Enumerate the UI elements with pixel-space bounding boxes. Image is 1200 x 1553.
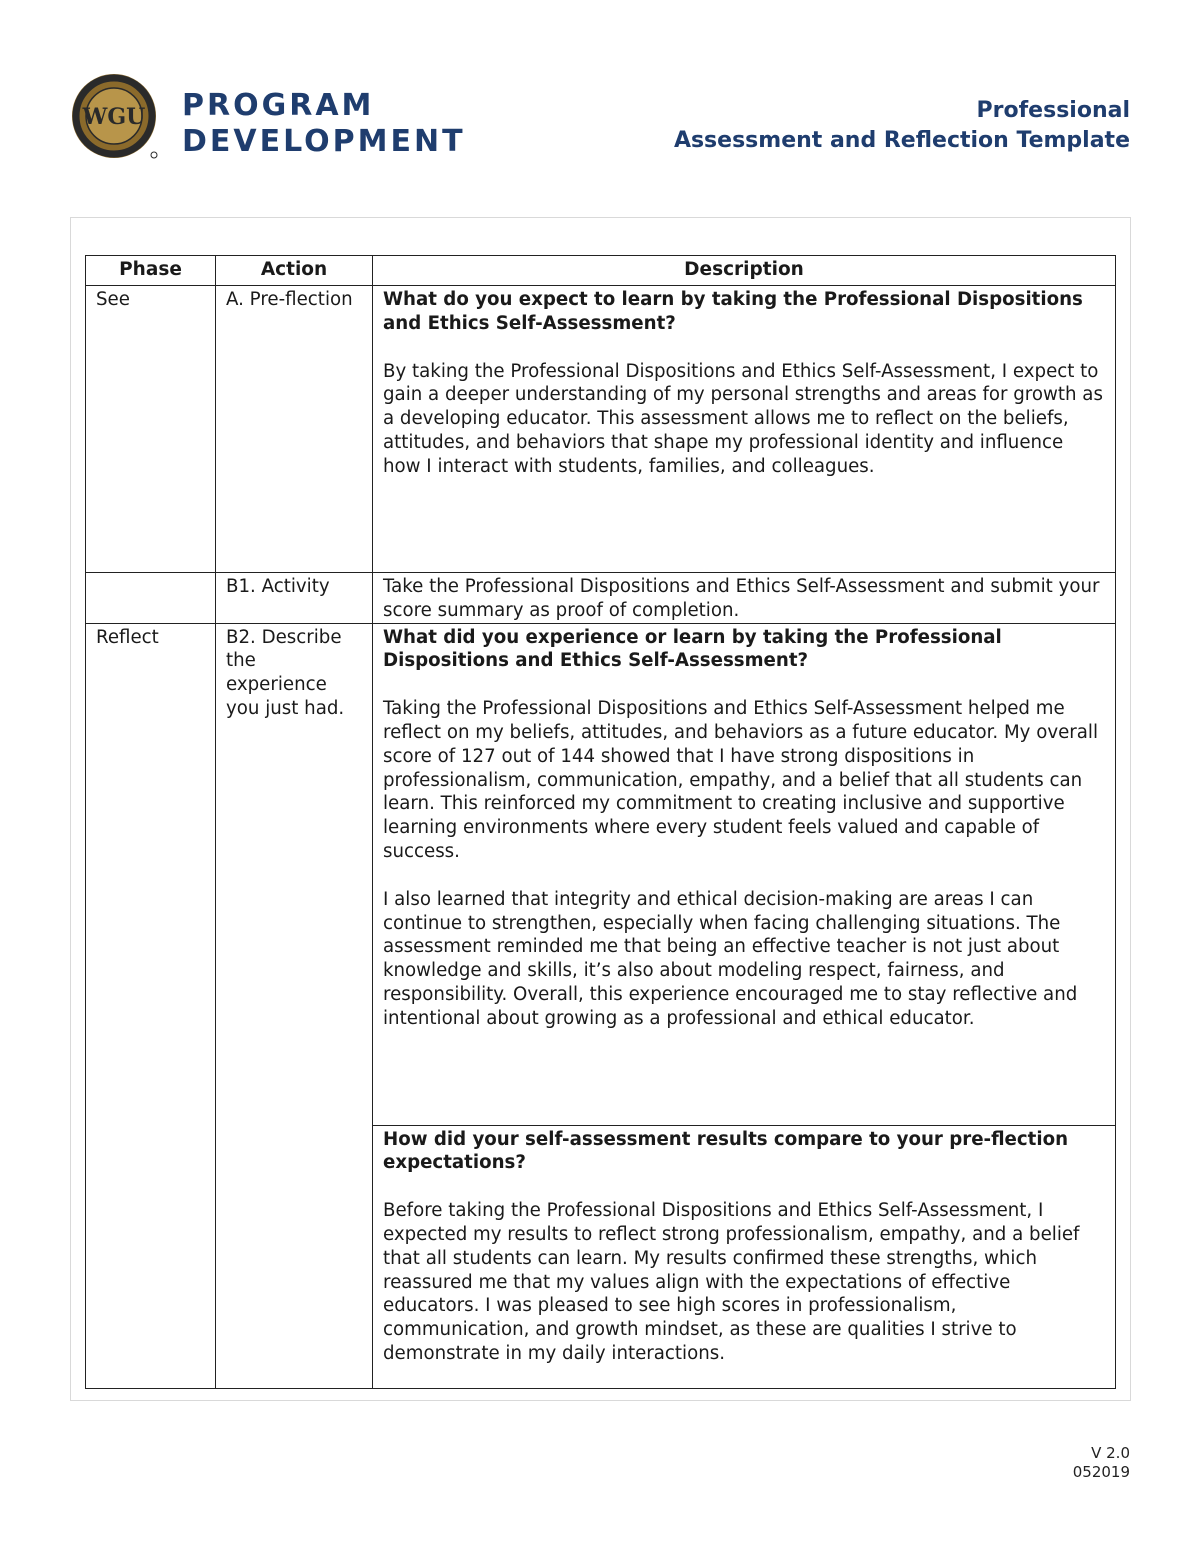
description-cell: Take the Professional Dispositions and Ethics Self-Assessment and submit your score summary as proof of completion. <box>373 573 1116 624</box>
description-cell <box>373 623 1116 1125</box>
svg-text:WGU: WGU <box>82 104 146 130</box>
prompt-question: What do you expect to learn by taking the Professional Dispositions and Ethics Self-Assessment? <box>383 289 1083 334</box>
description-cell <box>373 286 1116 573</box>
action-cell: A. Pre-flection <box>216 286 373 573</box>
page-header <box>70 72 1130 162</box>
assessment-table <box>85 255 1116 1389</box>
brand-line-1: PROGRAM <box>182 88 375 123</box>
table-row <box>86 573 1116 624</box>
page-footer <box>1073 1444 1130 1482</box>
phase-cell: Reflect <box>86 623 216 1388</box>
description-cell <box>373 1125 1116 1388</box>
version-label: V 2.0 <box>1091 1444 1130 1462</box>
response-text: I also learned that integrity and ethical decision-making are areas I can continue to strengthen, especially when facing challenging situations. The assessment reminded me that being an effective teacher is not just about knowledge and skills, it’s also about modeling respect, fairness, and responsibility. Overall, this experience encouraged me to stay reflective and intentional about growing as a professional and ethical educator. <box>383 888 1078 1029</box>
response-text: By taking the Professional Dispositions and Ethics Self-Assessment, I expect to gain a deeper understanding of my personal strengths and areas for growth as a developing educator. This assessment allows me to reflect on the beliefs, attitudes, and behaviors that shape my professional identity and influence how I interact with students, families, and colleagues. <box>383 360 1103 477</box>
university-seal-logo <box>70 72 158 160</box>
program-development-brand <box>182 88 466 160</box>
header-description: Description <box>373 256 1116 286</box>
action-cell: B1. Activity <box>216 573 373 624</box>
prompt-question: How did your self-assessment results compare to your pre-flection expectations? <box>383 1128 1069 1174</box>
table-row <box>86 286 1116 573</box>
document-title <box>674 96 1130 156</box>
brand-line-2: DEVELOPMENT <box>182 124 466 159</box>
title-line-1: Professional <box>976 98 1130 123</box>
table-row <box>86 623 1116 1125</box>
header-phase: Phase <box>86 256 216 286</box>
header-action: Action <box>216 256 373 286</box>
prompt-question: What did you experience or learn by taking the Professional Dispositions and Ethics Self-Assessment? <box>383 626 1002 672</box>
table-header-row <box>86 256 1116 286</box>
title-line-2: Assessment and Reflection Template <box>673 128 1130 153</box>
response-text: Before taking the Professional Dispositions and Ethics Self-Assessment, I expected my results to reflect strong professionalism, empathy, and a belief that all students can learn. My results confirmed these strengths, which reassured me that my values align with the expectations of effective educators. I was pleased to see high scores in professionalism, communication, and growth mindset, as these are qualities I strive to demonstrate in my daily interactions. <box>383 1200 1080 1364</box>
action-cell: B2. Describe the experience you just had. <box>216 623 373 1388</box>
response-text: Taking the Professional Dispositions and Ethics Self-Assessment helped me reflect on my beliefs, attitudes, and behaviors as a future educator. My overall score of 127 out of 144 showed that I have strong dispositions in professionalism, communication, empathy, and a belief that all students can learn. This reinforced my commitment to creating inclusive and supportive learning environments where every student feels valued and capable of success. <box>383 698 1099 862</box>
phase-cell: See <box>86 286 216 573</box>
phase-cell <box>86 573 216 624</box>
version-code: 052019 <box>1072 1463 1130 1481</box>
